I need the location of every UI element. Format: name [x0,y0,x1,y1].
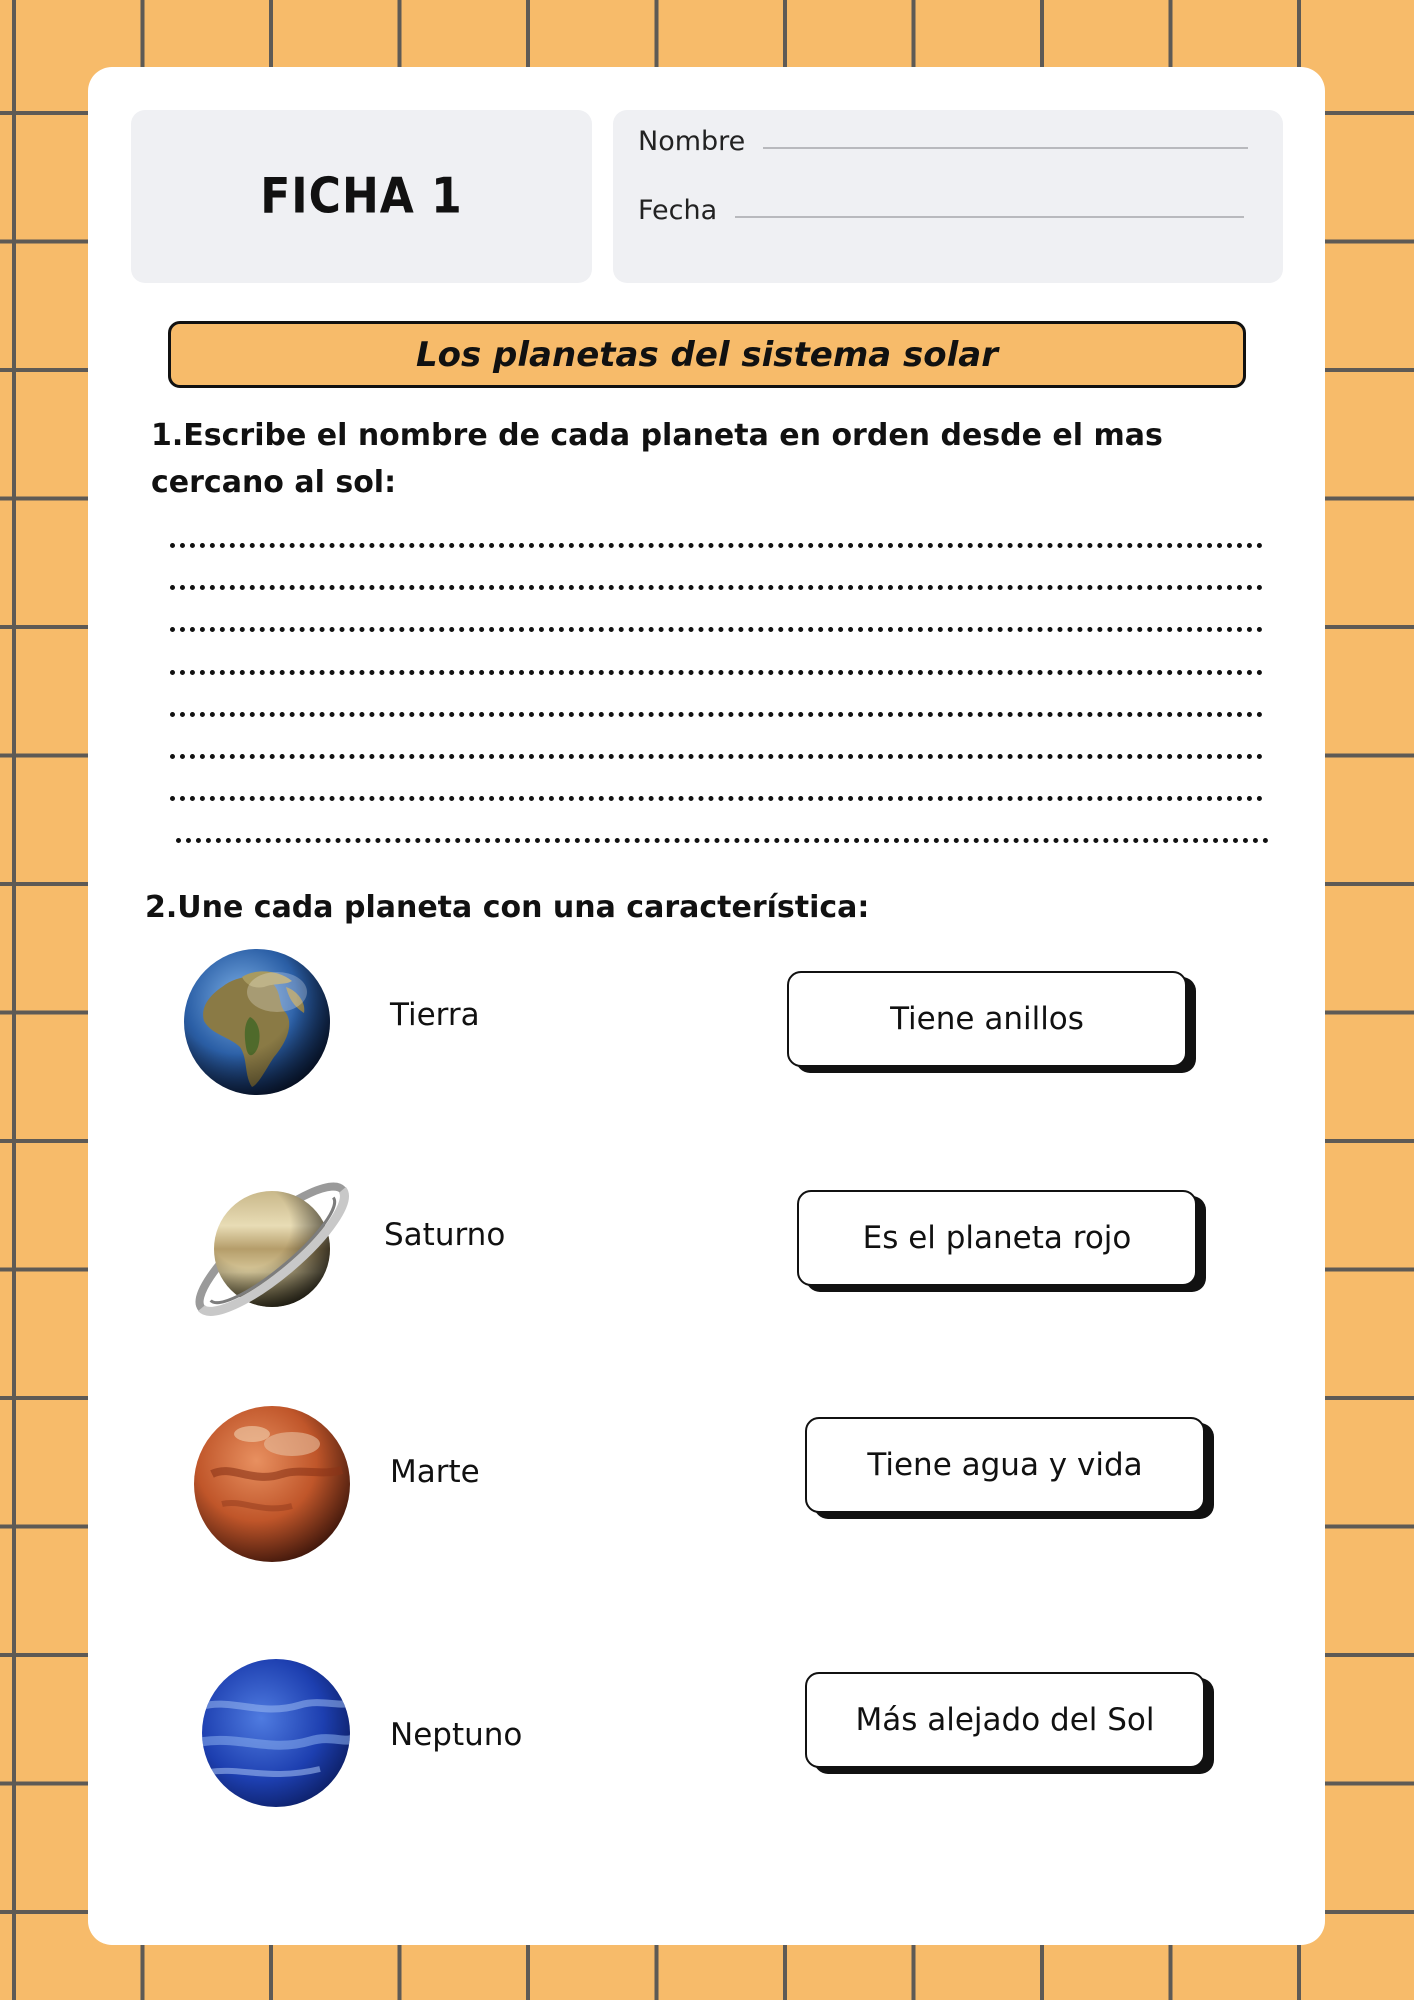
planet-name: Marte [390,1454,480,1490]
question-1: 1.Escribe el nombre de cada planeta en orden desde el mas cercano al sol: [151,418,1163,500]
saturn-icon [182,1152,362,1347]
earth-icon [182,947,332,1097]
answer-line[interactable] [170,796,1263,801]
planet-name: Saturno [384,1217,506,1253]
answer-line[interactable] [176,838,1269,843]
answer-line[interactable] [170,543,1263,548]
characteristic-card[interactable]: Tiene agua y vida [805,1417,1205,1513]
name-row [638,126,1248,157]
characteristic-card[interactable]: Más alejado del Sol [805,1672,1205,1768]
title-panel [131,110,592,283]
worksheet-page [88,67,1325,1945]
answer-line[interactable] [170,585,1263,590]
mars-icon [192,1404,352,1564]
worksheet-title: FICHA 1 [260,167,463,226]
answer-line[interactable] [170,754,1263,759]
date-label: Fecha [638,195,718,226]
answer-line[interactable] [170,712,1263,717]
planet-name: Tierra [390,997,480,1033]
name-label: Nombre [638,126,746,157]
section-banner: Los planetas del sistema solar [168,321,1246,388]
question-2: 2.Une cada planeta con una característica: [145,890,870,925]
neptune-icon [200,1657,352,1809]
characteristic-card[interactable]: Es el planeta rojo [797,1190,1197,1286]
characteristic-card[interactable]: Tiene anillos [787,971,1187,1067]
date-row [638,195,1244,226]
name-field[interactable] [763,146,1248,149]
answer-line[interactable] [170,627,1263,632]
planet-name: Neptuno [390,1717,523,1753]
answer-line[interactable] [170,670,1263,675]
date-field[interactable] [735,215,1244,218]
student-info-panel [613,110,1283,283]
